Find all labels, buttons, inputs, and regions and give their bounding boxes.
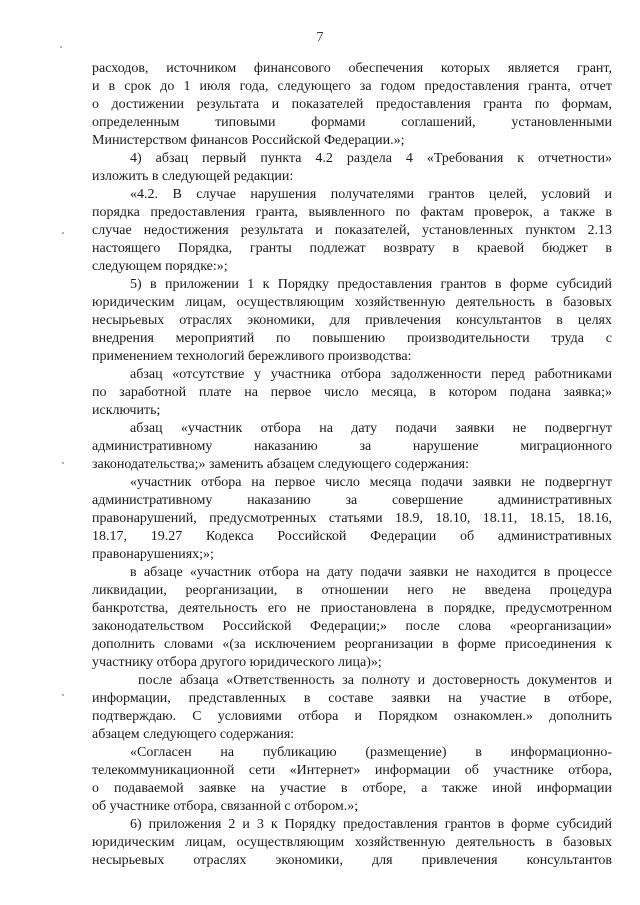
scan-artifact xyxy=(62,694,64,696)
text-line: Министерством финансов Российской Федерации.»; xyxy=(92,133,405,148)
text-line: дополнить словами «(за исключением реорганизации в форме присоединения к xyxy=(92,637,612,652)
text-line: по заработной плате на первое число месяца, в котором подана заявка;» xyxy=(92,385,612,400)
text-line: банкротства, деятельность его не приостановлена в порядке, предусмотренном xyxy=(92,601,612,616)
text-line: об участнике отбора, связанной с отбором.»; xyxy=(92,799,359,814)
text-line: 6) приложения 2 и 3 к Порядку предоставления грантов в форме субсидий xyxy=(130,817,612,832)
text-line: «4.2. В случае нарушения получателями грантов целей, условий и xyxy=(130,187,612,202)
text-line: применением технологий бережливого производства: xyxy=(92,349,412,364)
text-line: ликвидации, реорганизации, в отношении него не введена процедура xyxy=(92,583,612,598)
text-line: 4) абзац первый пункта 4.2 раздела 4 «Требования к отчетности» xyxy=(130,151,612,166)
text-line: о подаваемой заявке на участие в отборе, а также иной информации xyxy=(92,781,612,796)
scan-artifact xyxy=(62,462,64,464)
text-line: «участник отбора на первое число месяца подачи заявки не подвергнут xyxy=(130,475,612,490)
text-line: «Согласен на публикацию (размещение) в информационно- xyxy=(130,745,612,760)
text-line: абзац «отсутствие у участника отбора задолженности перед работниками xyxy=(130,367,612,382)
text-line: расходов, источником финансового обеспечения которых является грант, xyxy=(92,61,612,76)
text-line: настоящего Порядка, гранты подлежат возврату в краевой бюджет в xyxy=(92,241,612,256)
text-line: несырьевых отраслях экономики, для привлечения консультантов xyxy=(92,853,612,868)
text-line: административному наказанию за совершение административных xyxy=(92,493,612,508)
text-line: изложить в следующей редакции: xyxy=(92,169,294,184)
text-line: и в срок до 1 июля года, следующего за годом предоставления гранта, отчет xyxy=(92,79,612,94)
text-line: участнику отбора другого юридического лица)»; xyxy=(92,655,382,670)
text-line: законодательства;» заменить абзацем следующего содержания: xyxy=(92,457,469,472)
text-line: административному наказанию за нарушение миграционного xyxy=(92,439,612,454)
text-line: абзацем следующего содержания: xyxy=(92,727,295,742)
text-line: следующем порядке:»; xyxy=(92,259,228,274)
text-line: информации, представленных в составе заявки на участие в отборе, xyxy=(92,691,612,706)
text-line: юридическим лицам, осуществляющим хозяйственную деятельность в базовых xyxy=(92,835,612,850)
scan-artifact xyxy=(62,232,64,234)
text-line: исключить; xyxy=(92,403,161,418)
document-body xyxy=(92,60,612,870)
text-line: подтверждаю. С условиями отбора и Порядком ознакомлен.» дополнить xyxy=(92,709,612,724)
text-line: после абзаца «Ответственность за полноту и достоверность документов и xyxy=(138,673,612,688)
scan-artifact xyxy=(60,46,62,48)
text-line: в абзаце «участник отбора на дату подачи заявки не находится в процессе xyxy=(130,565,612,580)
text-line: несырьевых отраслях экономики, для привлечения консультантов в целях xyxy=(92,313,612,328)
text-line: о достижении результата и показателей предоставления гранта по формам, xyxy=(92,97,612,112)
text-line: 18.17, 19.27 Кодекса Российской Федерации об административных xyxy=(92,529,612,544)
text-line: законодательством Российской Федерации;» после слова «реорганизации» xyxy=(92,619,612,634)
text-line: порядка предоставления гранта, выявленного по фактам проверок, а также в xyxy=(92,205,612,220)
page-number: 7 xyxy=(316,30,324,45)
text-line: правонарушениях;»; xyxy=(92,547,214,562)
text-line: телекоммуникационной сети «Интернет» информации об участнике отбора, xyxy=(92,763,612,778)
text-line: определенным типовыми формами соглашений, установленными xyxy=(92,115,612,130)
text-line: 5) в приложении 1 к Порядку предоставления грантов в форме субсидий xyxy=(130,277,612,292)
text-line: абзац «участник отбора на дату подачи заявки не подвергнут xyxy=(130,421,612,436)
text-line: случае недостижения результата и показателей, установленных пунктом 2.13 xyxy=(92,223,612,238)
text-line: юридическим лицам, осуществляющим хозяйственную деятельность в базовых xyxy=(92,295,612,310)
text-line: внедрения мероприятий по повышению производительности труда с xyxy=(92,331,612,346)
text-line: правонарушений, предусмотренных статьями 18.9, 18.10, 18.11, 18.15, 18.16, xyxy=(92,511,612,526)
